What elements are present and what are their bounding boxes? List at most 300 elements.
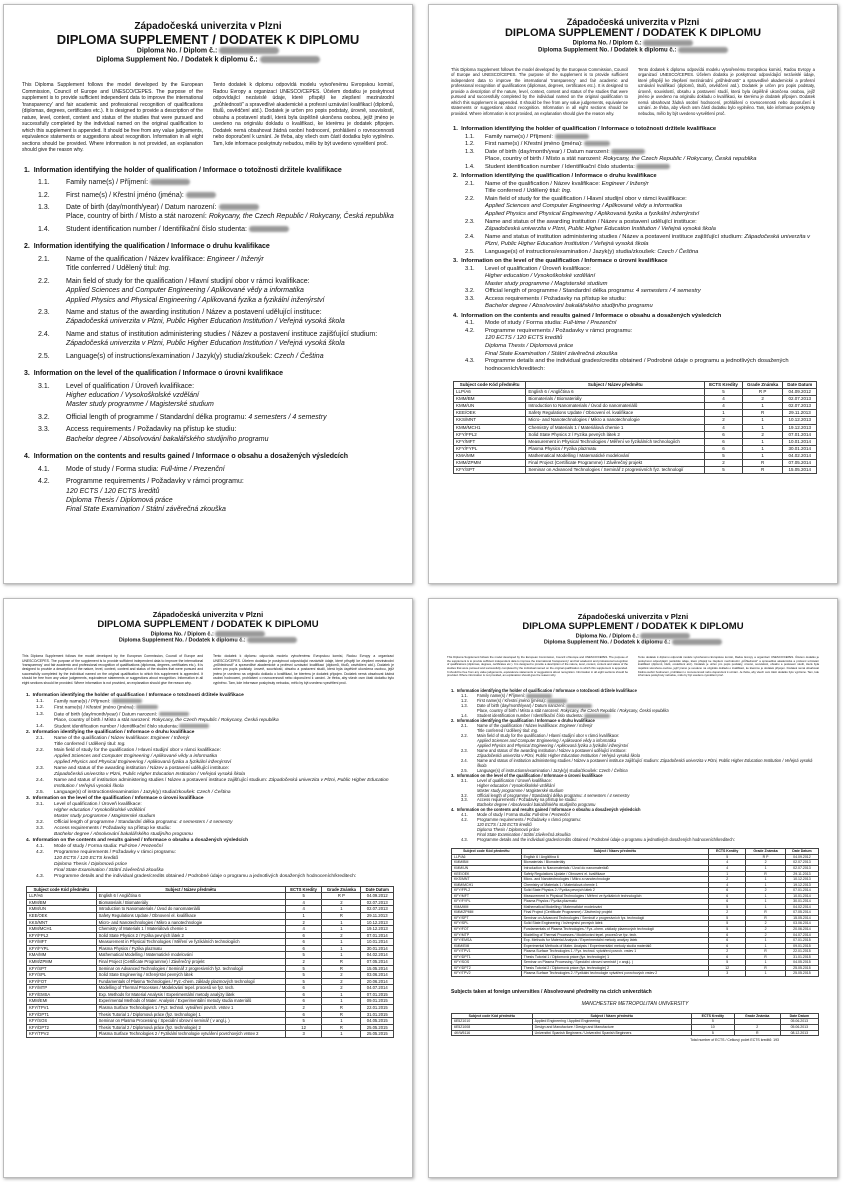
redacted-block: [179, 724, 209, 728]
redacted-block: [611, 149, 645, 154]
section-1-heading: 1. Information identifying the holder of qualification / Informace o totožnosti držitele kvalifikace: [24, 166, 342, 174]
table-cell: Design and Manufacture / Design and Manufacture: [532, 1025, 691, 1031]
table-row: [27, 958, 394, 965]
table-cell: Solid State Physics 2 / Fyzika pevných látek 2: [526, 431, 705, 438]
section-3-heading: 3. Information on the level of the qualification / Informace o úrovni kvalifikace: [26, 795, 204, 801]
table-cell: 10.01.2014: [361, 939, 394, 946]
table-cell: 6: [285, 985, 321, 992]
table-cell: 6: [709, 899, 746, 905]
table-cell: 2: [322, 978, 361, 985]
section-2-heading: 2. Information identifying the qualification / Informace o druhu kvalifikace: [26, 730, 195, 735]
university-name: Západočeská univerzita v Plzni: [566, 17, 700, 27]
intro-czech: Tento dodatek k diplomu odpovídá modelu vytvořenému Evropskou komisí, Radou Evropy a organizací UNESCO/CEPES. Účelem dodatku je poskytnout odpovídající nezávislé údaje, které přispějí ke zlepšení mezinárodní „průhlednosti" a spravedlivé akademické a profesní uznávání kvalifikací (diplomů, titulů, osvědčení atd.). Dodatek je určen pro popis podstaty, úrovně, souvislostí, obsahu a postavení studií, která byla úspěšně ukončena osobou, jejíž jméno je uvedeno na originálu dokladu o kvalifikaci, ke kterému je dodatek připojen. Dodatek nemá obsahovat žádná osobní hodnocení, prohlášení o rovnocennosti nebo doporučení k uznání. Je třeba, aby všech osm částí dodatku bylo vyplněno. Tam, kde informace poskytnuty nebudou, mělo by být uvedeno vysvětlení proč.: [638, 66, 815, 116]
table-row: [454, 417, 817, 424]
table-row: [454, 459, 817, 466]
intro-text: [447, 656, 819, 678]
intro-english: This Diploma Supplement follows the model developed by the European Commission, Council of Europe and UNESCO/CEPES. The purpose of the supplement is to provide sufficient independent data to improve the international 'transparency' and fair academic and professional recognition of qualifications (diplomas, degrees, certificates etc.). It is designed to provide a description of the nature, level, context, content and status of the studies that were pursued and successfully completed by the individual named on the original qualification to which this supplement is appended. It should be free from any value judgements, equivalence statements or suggestions about recognition. Information in all eight sections should be provided. Where information is not provided, an explanation should give the reason why.: [447, 655, 628, 678]
table-cell: Chemistry of Materials 1 / Materiálová chemie 1: [521, 882, 709, 888]
page-header: [429, 17, 837, 55]
table-cell: 1: [322, 998, 361, 1005]
table-cell: KMA/MM: [27, 952, 97, 959]
page-header: [429, 613, 837, 646]
table-cell: Solid State Engineering / Inženýrství pevných látek: [96, 972, 285, 979]
table-cell: KMM/UN: [452, 865, 522, 871]
document-page-2: [428, 4, 838, 584]
table-cell: 5: [709, 921, 746, 927]
table-cell: 2: [709, 910, 746, 916]
table-cell: 2: [705, 459, 743, 466]
table-row: [27, 899, 394, 906]
table-cell: Introduction to Nanomaterials / Úvod do nanomateriálů: [526, 403, 705, 410]
table-row: [452, 971, 819, 977]
table-cell: Solid State Physics 2 / Fyzika pevných látek 2: [96, 932, 285, 939]
redacted-block: [219, 204, 259, 210]
table-cell: KFY/FPL2: [27, 932, 97, 939]
table-cell: 04.09.2012: [783, 389, 817, 396]
table-row: [27, 1031, 394, 1038]
table-cell: 2: [746, 932, 786, 938]
table-cell: 6: [705, 438, 743, 445]
item-3-2: 3.2. Official length of programme / Standardní délka programu: 4 semesters / 4 semestry: [36, 819, 233, 825]
intro-text: [451, 67, 815, 116]
column-header: Subject / Název předmětu: [532, 1013, 691, 1019]
supplement-number: Diploma Supplement No. / Dodatek k diplomu č.:: [4, 56, 412, 64]
table-cell: KEE/OEK: [454, 410, 526, 417]
foreign-subjects-heading: Subjects taken at foreign universities / Absolvované předměty na cizích univerzitách: [451, 988, 652, 995]
item-3-1: 3.1. Level of qualification / Úroveň kvalifikace: Higher education / Vysokoškolské vzdělání Master study programme / Magisterské studium: [461, 777, 564, 793]
table-row: [27, 912, 394, 919]
column-header: Subject / Název předmětu: [526, 382, 705, 389]
table-cell: Thesis Tutorial 2 / Diplomová práce (fyz. technologie) 2: [96, 1024, 285, 1031]
intro-english: This Diploma Supplement follows the model developed by the European Commission, Council of Europe and UNESCO/CEPES. The purpose of the supplement is to provide sufficient independent data to improve the international 'transparency' and fair academic and professional recognition of qualifications (diplomas, degrees, certificates etc.). It is designed to provide a description of the nature, level, context, content and status of the studies that were pursued and successfully completed by the individual named on the original qualification to which this supplement is appended. It should be free from any value judgements, equivalence statements or suggestions about recognition. Information in all eight sections should be provided. Where information is not provided, an explanation should give the reason why.: [451, 66, 628, 116]
table-cell: Plasma Surface Technologies 1 / Fyz. technol. vytváření povrch. vrstev 1: [521, 949, 709, 955]
table-cell: 6E5Z1008: [452, 1025, 533, 1031]
table-cell: 2: [322, 985, 361, 992]
table-cell: 04.02.2014: [783, 452, 817, 459]
item-4-1: 4.1. Mode of study / Forma studia: Full-time / Prezenční: [465, 320, 617, 327]
table-cell: 07.01.2014: [361, 932, 394, 939]
document-title: DIPLOMA SUPPLEMENT / DODATEK K DIPLOMU: [56, 31, 360, 47]
table-cell: 6: [705, 445, 743, 452]
item-2-3: 2.3. Name and status of the awarding institution / Název a postavení udělující instituce: Západočeská univerzita v Plzni, Public Higher Education Institution / Veřejná vysoká škola: [465, 218, 716, 233]
column-header: Date Datum: [783, 382, 817, 389]
table-cell: 07.05.2014: [783, 459, 817, 466]
table-row: [454, 445, 817, 452]
table-cell: 1: [705, 410, 743, 417]
table-cell: 29.11.2013: [361, 912, 394, 919]
document-body: [26, 693, 394, 880]
table-cell: 1: [742, 424, 783, 431]
table-cell: 6: [285, 998, 321, 1005]
table-cell: 30.01.2014: [783, 445, 817, 452]
table-cell: KFY/SPL: [27, 972, 97, 979]
item-2-3: 2.3. Name and status of the awarding institution / Název a postavení udělující instituce: Západočeská univerzita v Plzni, Public Higher Education Institution / Veřejná vysoká škola: [36, 765, 245, 777]
item-4-3: 4.3. Programme details and the individual grades/credits obtained / Podrobné údaje o programu a jednotlivých dosažených hodnoceních/kreditech:: [461, 837, 735, 843]
table-cell: 2: [746, 888, 786, 894]
table-cell: KFY/MTP: [27, 985, 97, 992]
item-1-3: 1.3. Date of birth (day/month/year) / Datum narození: Place, country of birth / Místo a stát narození: Rokycany, the Czech Republic / Rokycany, Česká republika: [36, 711, 279, 723]
item-2-5: 2.5. Language(s) of instructions/examination / Jazyk(y) studia/zkoušek: Czech / Čeština: [465, 248, 699, 255]
table-cell: Micro- and Nanotechnologies / Mikro a nanotechnologie: [521, 877, 709, 883]
intro-czech: Tento dodatek k diplomu odpovídá modelu vytvořenému Evropskou komisí, Radou Evropy a organizací UNESCO/CEPES. Účelem dodatku je poskytnout odpovídající nezávislé údaje, které přispějí ke zlepšení mezinárodní „průhlednosti" a spravedlivé akademické a profesní uznávání kvalifikací (diplomů, titulů, osvědčení atd.). Dodatek je určen pro popis podstaty, úrovně, souvislostí, obsahu a postavení studií, která byla úspěšně ukončena osobou, jejíž jméno je uvedeno na originálu dokladu o kvalifikaci, ke kterému je dodatek připojen. Dodatek nemá obsahovat žádná osobní hodnocení, prohlášení o rovnocennosti nebo doporučení k uznání. Je třeba, aby všech osm částí dodatku bylo vyplněno. Tam, kde informace poskytnuty nebudou, mělo by být uvedeno vysvětlení proč.: [213, 82, 394, 147]
table-cell: 5: [709, 960, 746, 966]
table-row: [27, 1011, 394, 1018]
table-row: [454, 452, 817, 459]
table-cell: KKS/MNT: [452, 877, 522, 883]
table-cell: 15.05.2014: [361, 965, 394, 972]
university-name: Západočeská univerzita v Plzni: [577, 612, 689, 621]
redacted-block: [555, 134, 589, 139]
table-cell: R: [322, 1011, 361, 1018]
table-cell: 6: [285, 939, 321, 946]
table-cell: 04.07.2014: [361, 985, 394, 992]
section-4-heading: 4. Information on the contents and results gained / Informace o obsahu a dosažených výsledcích: [26, 837, 249, 843]
table-cell: 1: [746, 877, 786, 883]
item-3-3: 3.3. Access requirements / Požadavky na přístup ke studiu: Bachelor degree / Absolvování bakalářského studijního programu: [38, 426, 269, 443]
grades-table: [451, 848, 819, 977]
redacted-block: [526, 694, 552, 698]
table-cell: R: [742, 459, 783, 466]
table-cell: 4: [709, 860, 746, 866]
table-cell: 5: [285, 978, 321, 985]
table-cell: 25.05.2015: [785, 965, 818, 971]
table-cell: 1: [746, 904, 786, 910]
table-cell: 04.05.2015: [361, 1018, 394, 1025]
table-cell: 1: [746, 865, 786, 871]
column-header: Subject / Název předmětu: [521, 849, 709, 855]
table-cell: KFY/MTP: [452, 932, 522, 938]
table-cell: 07.01.2014: [785, 888, 818, 894]
table-cell: R: [734, 1030, 780, 1036]
intro-czech: Tento dodatek k diplomu odpovídá modelu vytvořenému Evropskou komisí, Radou Evropy a organizací UNESCO/CEPES. Účelem dodatku je poskytnout odpovídající nezávislé údaje, které přispějí ke zlepšení mezinárodní „průhlednosti" a spravedlivé akademické a profesní uznávání kvalifikací (diplomů, titulů, osvědčení atd.). Dodatek je určen pro popis podstaty, úrovně, souvislostí, obsahu a postavení studií, která byla úspěšně ukončena osobou, jejíž jméno je uvedeno na originálu dokladu o kvalifikaci, ke kterému je dodatek připojen. Dodatek nemá obsahovat žádná osobní hodnocení, prohlášení o rovnocennosti nebo doporučení k uznání. Je třeba, aby všech osm částí dodatku bylo vyplněno. Tam, kde informace poskytnuty nebudou, mělo by být uvedeno vysvětlení proč.: [213, 654, 394, 685]
diploma-number: Diploma No. / Diplom č.:: [4, 47, 412, 55]
table-cell: 2: [322, 899, 361, 906]
item-2-1: 2.1. Name of the qualification / Název kvalifikace: Engineer / Inženýr Title conferred / Udělený titul: Ing.: [465, 180, 649, 195]
document-page-4: [428, 598, 838, 1178]
table-row: [27, 952, 394, 959]
table-cell: Seminar on Plasma Processing / Speciální obrovní seminář ( v angl.j. ): [521, 960, 709, 966]
table-cell: R: [746, 871, 786, 877]
table-cell: 1: [742, 438, 783, 445]
column-header: Subject code Kód předmětu: [454, 382, 526, 389]
item-4-1: 4.1. Mode of study / Forma studia: Full-time / Prezenční: [461, 812, 570, 818]
table-cell: 02.07.2013: [785, 865, 818, 871]
section-1-heading: 1. Information identifying the holder of qualification / Informace o totožnosti držitele kvalifikace: [451, 687, 637, 693]
table-cell: 02.07.2013: [361, 906, 394, 913]
table-cell: KMM/BM: [452, 860, 522, 866]
table-cell: 5: [709, 904, 746, 910]
table-cell: 12: [709, 965, 746, 971]
table-cell: KFY/FYPL: [27, 945, 97, 952]
item-1-2: 1.2. First name(s) / Křestní jméno (jména):: [24, 191, 394, 200]
table-cell: Mathematical Modelling / Matematické modelování: [521, 904, 709, 910]
redacted-block: [584, 714, 610, 718]
document-body: [453, 126, 817, 373]
table-cell: 2: [746, 921, 786, 927]
table-cell: R: [746, 965, 786, 971]
column-header: ECTS Kredity: [691, 1013, 734, 1019]
page-header: [4, 611, 412, 644]
table-cell: 5: [705, 389, 743, 396]
table-cell: Mathematical Modelling / Matematické modelování: [96, 952, 285, 959]
table-cell: 1: [322, 1031, 361, 1038]
table-cell: KMM/ZPMM: [454, 459, 526, 466]
table-cell: 4: [709, 882, 746, 888]
table-cell: 25.05.2015: [361, 1031, 394, 1038]
table-row: [27, 945, 394, 952]
table-cell: 05.06.2013: [780, 1019, 818, 1025]
table-cell: 4: [285, 899, 321, 906]
section-1-heading: 1. Information identifying the holder of qualification / Informace o totožnosti držitele kvalifikace: [453, 126, 717, 132]
table-cell: 5: [285, 952, 321, 959]
table-cell: R: [746, 949, 786, 955]
item-1-1: 1.1. Family name(s) / Příjmení:: [453, 134, 817, 142]
table-cell: 02.07.2013: [785, 860, 818, 866]
table-cell: 25.05.2015: [785, 971, 818, 977]
table-row: [27, 972, 394, 979]
table-cell: Thesis Tutorial 1 / Diplomová práce (fyz. technologie) 1: [521, 954, 709, 960]
document-title: DIPLOMA SUPPLEMENT / DODATEK K DIPLOMU: [504, 27, 762, 40]
table-cell: KFY/FYPL: [452, 899, 522, 905]
table-cell: 1: [285, 912, 321, 919]
column-header: Subject / Název předmětu: [96, 886, 285, 893]
table-cell: 2: [705, 417, 743, 424]
table-body: [454, 389, 817, 474]
table-cell: 2: [322, 932, 361, 939]
item-2-2: 2.2. Main field of study for the qualification / Hlavní studijní obor v rámci kvalifikace: Applied Sciences and Computer Engineering / Aplikované vědy a informatika Applied Physics and Physical Engineering / Aplikovaná fyzika a fyzikální inženýrství: [36, 747, 232, 765]
table-cell: R: [322, 1005, 361, 1012]
table-cell: 10.01.2014: [785, 893, 818, 899]
table-cell: Measurement in Physical Technologies / Měření ve fyzikálních technologiích: [521, 893, 709, 899]
table-row: [27, 991, 394, 998]
foreign-table: [451, 1013, 819, 1036]
table-cell: KMM/UN: [27, 906, 97, 913]
table-cell: Seminar on Advanced Technologies / Seminář z progresivních fyz. technologií: [96, 965, 285, 972]
table-cell: 15.05.2014: [785, 915, 818, 921]
section-4-heading: 4. Information on the contents and results gained / Informace o obsahu a dosažených výsledcích: [24, 453, 349, 461]
table-cell: 31.01.2015: [785, 954, 818, 960]
redacted-block: [247, 637, 297, 643]
document-page-3: [3, 598, 413, 1178]
column-header: Date Datum: [780, 1013, 818, 1019]
item-4-2: 4.2. Programme requirements / Požadavky v rámci programu: 120 ECTS / 120 ECTS kreditů Diploma Thesis / Diplomová práce Final State Examination / Státní závěrečná zkouška: [38, 478, 244, 514]
table-cell: Measurement in Physical Technologies / Měření ve fyzikálních technologiích: [96, 939, 285, 946]
table-cell: KFY/FPL2: [452, 888, 522, 894]
table-row: [454, 466, 817, 473]
table-cell: 20.06.2014: [785, 927, 818, 933]
table-cell: 3: [709, 971, 746, 977]
table-cell: 5: [691, 1019, 734, 1025]
table-cell: KFY/SOS: [27, 1018, 97, 1025]
item-2-3: 2.3. Name and status of the awarding institution / Název a postavení udělující instituce: Západočeská univerzita v Plzni, Public Higher Education Institution / Veřejná vysoká škola: [461, 747, 641, 758]
table-cell: 09.01.2015: [361, 998, 394, 1005]
table-cell: 10: [691, 1025, 734, 1031]
table-cell: 4: [705, 396, 743, 403]
item-1-2: 1.2. First name(s) / Křestní jméno (jména):: [453, 141, 817, 149]
item-2-1: 2.1. Name of the qualification / Název kvalifikace: Engineer / Inženýr Title conferred / Udělený titul: Ing.: [38, 255, 264, 273]
table-row: [27, 1018, 394, 1025]
table-cell: 30.01.2014: [361, 945, 394, 952]
table-cell: 2: [742, 431, 783, 438]
table-cell: 2: [734, 1025, 780, 1031]
table-cell: 04.02.2014: [361, 952, 394, 959]
table-row: [27, 939, 394, 946]
table-cell: 19.12.2013: [785, 882, 818, 888]
table-cell: 04.09.2012: [785, 854, 818, 860]
table-cell: KFY/DPT2: [452, 965, 522, 971]
table-cell: 6: [705, 431, 743, 438]
table-cell: 22.01.2015: [785, 949, 818, 955]
table-cell: KFY/SPT: [452, 915, 522, 921]
column-header: Subject code Kód předmětu: [452, 1013, 533, 1019]
table-cell: 5: [709, 927, 746, 933]
table-cell: R: [742, 410, 783, 417]
table-cell: 2: [285, 919, 321, 926]
item-3-1: 3.1. Level of qualification / Úroveň kvalifikace: Higher education / Vysokoškolské vzdělání Master study programme / Magisterské studium: [465, 265, 608, 287]
grades-table-wrap: [453, 381, 817, 474]
redacted-block: [640, 633, 690, 639]
table-cell: R P: [742, 389, 783, 396]
table-cell: 5: [709, 915, 746, 921]
redacted-block: [186, 192, 216, 198]
table-cell: 1: [746, 882, 786, 888]
table-cell: 02.07.2013: [783, 396, 817, 403]
table-row: [454, 431, 817, 438]
table-cell: KFY/EMSA: [27, 991, 97, 998]
diploma-number: Diploma No. / Diplom č.:: [429, 40, 837, 47]
table-body: [27, 893, 394, 1038]
table-row: [454, 438, 817, 445]
table-cell: Solid State Physics 2 / Fyzika pevných látek 2: [521, 888, 709, 894]
table-cell: 09.01.2015: [785, 943, 818, 949]
table-cell: KFY/DPT2: [27, 1024, 97, 1031]
table-cell: R: [322, 1024, 361, 1031]
redacted-block: [584, 141, 610, 146]
table-cell: Biomaterials / Biomateriály: [526, 396, 705, 403]
table-cell: 07.01.2014: [783, 431, 817, 438]
table-cell: Experimental Methods of Mater. Analysis / Experimentální metody studia materiálů: [521, 943, 709, 949]
intro-english: This Diploma Supplement follows the model developed by the European Commission, Council of Europe and UNESCO/CEPES. The purpose of the supplement is to provide sufficient independent data to improve the international 'transparency' and fair academic and professional recognition of qualifications (diplomas, degrees, certificates etc.). It is designed to provide a description of the nature, level, context, content and status of the studies that were pursued and successfully completed by the individual named on the original qualification to which this supplement is appended. It should be free from any value judgements, equivalence statements or suggestions about recognition. Information in all eight sections should be provided. Where information is not provided, an explanation should give the reason why.: [22, 654, 203, 685]
item-2-2: 2.2. Main field of study for the qualification / Hlavní studijní obor v rámci kvalifikace: Applied Sciences and Computer Engineering / Aplikované vědy a informatika Applied Physics and Physical Engineering / Aplikovaná fyzika a fyzikální inženýrství: [38, 277, 325, 304]
item-4-2: 4.2. Programme requirements / Požadavky v rámci programu: 120 ECTS / 120 ECTS kreditů Diploma Thesis / Diplomová práce Final State Examination / Státní závěrečná zkouška: [461, 817, 581, 838]
table-cell: Modelling of Thermal Processes / Modelování tepel. procesů ve fyz. tech.: [96, 985, 285, 992]
intro-text: [22, 654, 394, 685]
table-cell: 1: [746, 893, 786, 899]
item-1-4: 1.4. Student identification number / Identifikační číslo studenta:: [26, 724, 394, 730]
table-cell: R P: [322, 893, 361, 900]
table-cell: 4: [285, 906, 321, 913]
table-cell: 5: [709, 854, 746, 860]
item-2-2: 2.2. Main field of study for the qualification / Hlavní studijní obor v rámci kvalifikace: Applied Sciences and Computer Engineering / Aplikované vědy a informatika Applied Physics and Physical Engineering / Aplikovaná fyzika a fyzikální inženýrství: [465, 195, 700, 217]
table-header-row: [452, 849, 819, 855]
table-cell: KMA/MM: [452, 904, 522, 910]
item-2-1: 2.1. Name of the qualification / Název kvalifikace: Engineer / Inženýr Title conferred / Udělený titul: Ing.: [36, 735, 190, 747]
intro-text: [22, 82, 394, 154]
item-4-1: 4.1. Mode of study / Forma studia: Full-time / Prezenční: [36, 843, 163, 849]
table-cell: KMM/EMI: [452, 943, 522, 949]
table-cell: KMM/MCH1: [454, 424, 526, 431]
column-header: Subject code Kód předmětu: [452, 849, 522, 855]
redacted-block: [672, 639, 722, 645]
table-cell: Fundamentals of Plasma Technologies / Fyz.-chem. základy plazmových technologií: [96, 978, 285, 985]
table-cell: KFY/SPL: [452, 921, 522, 927]
table-cell: 1: [742, 403, 783, 410]
table-cell: KFY/DPT1: [27, 1011, 97, 1018]
table-cell: KFY/FOT: [27, 978, 97, 985]
table-cell: 1: [709, 871, 746, 877]
column-header: Grade Známka: [746, 849, 786, 855]
table-cell: R: [742, 466, 783, 473]
section-2-heading: 2. Information identifying the qualification / Informace o druhu kvalifikace: [24, 243, 270, 251]
section-1-heading: 1. Information identifying the holder of qualification / Informace o totožnosti držitele kvalifikace: [26, 693, 244, 699]
table-cell: 04.09.2012: [361, 893, 394, 900]
table-cell: KMM/EMI: [27, 998, 97, 1005]
table-row: [454, 403, 817, 410]
table-cell: 6: [709, 893, 746, 899]
table-cell: 4K/W5116: [452, 1030, 533, 1036]
grades-table: [26, 886, 394, 1038]
table-cell: 02.07.2013: [783, 403, 817, 410]
table-cell: 1: [746, 938, 786, 944]
table-cell: 19.12.2013: [361, 926, 394, 933]
table-cell: 07.01.2015: [361, 991, 394, 998]
table-body: [452, 1019, 819, 1036]
item-2-4: 2.4. Name and status of institution administering studies / Název a postavení instituce zajišťující studium: Západočeská univerzita v Plzni, Public Higher Education Institution / Veřejná vysoká škola: [461, 757, 813, 768]
item-1-4: 1.4. Student identification number / Identifikační číslo studenta:: [453, 164, 817, 172]
item-2-4: 2.4. Name and status of institution administering studies / Název a postavení instituce zajišťující studium: Západočeská univerzita v Plzni, Public Higher Education Institution / Veřejná vysoká škola: [36, 777, 389, 789]
item-3-2: 3.2. Official length of programme / Standardní délka programu: 4 semesters / 4 semestry: [465, 288, 701, 295]
table-cell: English 6 / Angličtina 6: [96, 893, 285, 900]
table-cell: 6: [285, 945, 321, 952]
table-row: [27, 919, 394, 926]
page-header: [4, 21, 412, 64]
table-cell: 10.01.2014: [783, 438, 817, 445]
item-3-3: 3.3. Access requirements / Požadavky na přístup ke studiu: Bachelor degree / Absolvování bakalářského studijního programu: [461, 797, 596, 808]
table-cell: 1: [322, 926, 361, 933]
table-cell: 4: [709, 865, 746, 871]
table-cell: 22.01.2015: [361, 1005, 394, 1012]
table-cell: KFY/SPT: [27, 965, 97, 972]
table-cell: Introduction to Nanomaterials / Úvod do nanomateriálů: [96, 906, 285, 913]
item-1-1: 1.1. Family name(s) / Příjmení:: [24, 178, 394, 187]
table-cell: 6E5Z1010: [452, 1019, 533, 1025]
item-1-3: 1.3. Date of birth (day/month/year) / Datum narození: Place, country of birth / Místo a stát narození: Rokycany, the Czech Republic / Rokycany, Česká republika: [465, 148, 757, 163]
table-cell: KFY/EMSA: [452, 938, 522, 944]
table-cell: 07.01.2015: [785, 938, 818, 944]
table-header-row: [454, 382, 817, 389]
table-cell: 6: [709, 943, 746, 949]
redacted-block: [636, 164, 670, 169]
table-row: [27, 926, 394, 933]
table-cell: LLP/A6: [454, 389, 526, 396]
redacted-block: [215, 631, 265, 637]
table-cell: KMM/UN: [454, 403, 526, 410]
table-cell: KMM/MCH1: [27, 926, 97, 933]
table-row: [27, 978, 394, 985]
table-cell: Solid State Engineering / Inženýrství pevných látek: [521, 921, 709, 927]
table-cell: 04.07.2014: [785, 932, 818, 938]
table-cell: KKS/MNT: [27, 919, 97, 926]
table-cell: Fundamentals of Plasma Technologies / Fyz.-chem. základy plazmových technologií: [521, 927, 709, 933]
document-title: DIPLOMA SUPPLEMENT / DODATEK K DIPLOMU: [97, 618, 319, 630]
table-cell: Chemistry of Materials 1 / Materiálová chemie 1: [526, 424, 705, 431]
table-cell: 04.02.2014: [785, 904, 818, 910]
table-cell: KMM/BM: [454, 396, 526, 403]
table-cell: 10.12.2013: [785, 877, 818, 883]
item-4-2: 4.2. Programme requirements / Požadavky v rámci programu: 120 ECTS / 120 ECTS kreditů Diploma Thesis / Diplomová práce Final State Examination / Státní závěrečná zkouška: [36, 849, 176, 873]
table-row: [27, 985, 394, 992]
table-header-row: [27, 886, 394, 893]
